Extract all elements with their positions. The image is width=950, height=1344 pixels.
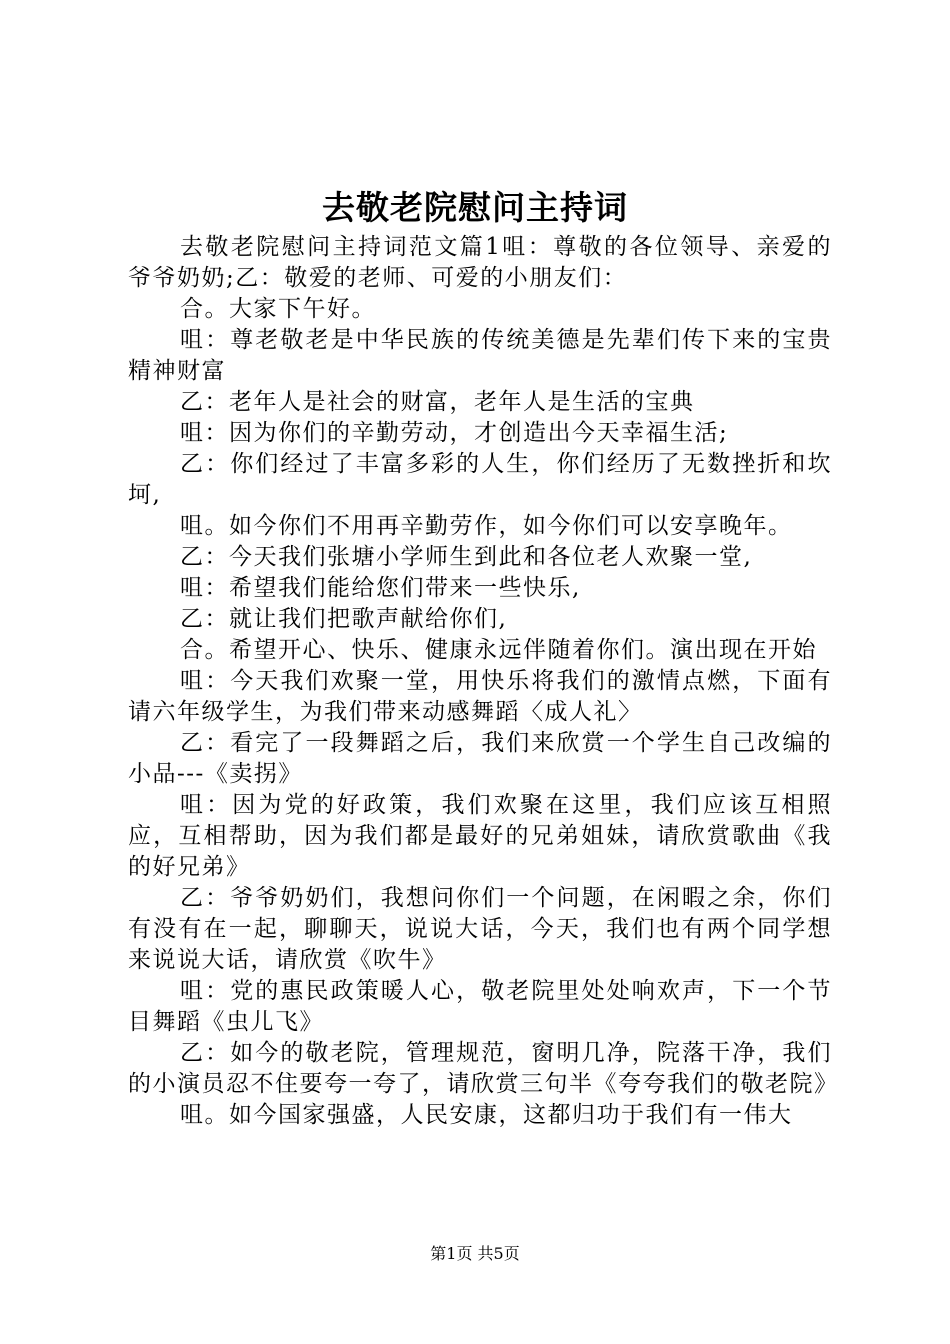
paragraph: 去敬老院慰问主持词范文篇1咀：尊敬的各位领导、亲爱的爷爷奶奶;乙：敬爱的老师、可爱的小朋友们： (128, 234, 832, 291)
paragraph: 咀。如今国家强盛，人民安康，这都归功于我们有一伟大 (180, 1102, 793, 1128)
paragraph: 咀：今天我们欢聚一堂，用快乐将我们的激情点燃，下面有请六年级学生，为我们带来动感舞蹈〈成人礼〉 (128, 668, 832, 725)
paragraph: 乙：今天我们张塘小学师生到此和各位老人欢聚一堂, (180, 544, 753, 570)
paragraph: 乙：就让我们把歌声献给你们, (180, 606, 508, 632)
paragraph: 乙：爷爷奶奶们，我想问你们一个问题，在闲暇之余，你们有没有在一起，聊聊天，说说大话，今天，我们也有两个同学想来说说大话，请欣赏《吹牛》 (128, 885, 832, 973)
paragraph: 咀：尊老敬老是中华民族的传统美德是先辈们传下来的宝贵精神财富 (128, 327, 832, 384)
paragraph: 乙：看完了一段舞蹈之后，我们来欣赏一个学生自己改编的小品---《卖拐》 (128, 730, 832, 787)
paragraph: 咀：希望我们能给您们带来一些快乐, (180, 575, 581, 601)
paragraph: 咀：党的惠民政策暖人心，敬老院里处处响欢声，下一个节目舞蹈《虫儿飞》 (128, 978, 832, 1035)
paragraph: 合。大家下午好。 (180, 296, 376, 322)
paragraph: 咀。如今你们不用再辛勤劳作，如今你们可以安享晚年。 (180, 513, 793, 539)
paragraph: 乙：老年人是社会的财富，老年人是生活的宝典 (180, 389, 695, 415)
paragraph: 合。希望开心、快乐、健康永远伴随着你们。演出现在开始 (180, 637, 817, 663)
paragraph: 咀：因为你们的辛勤劳动，才创造出今天幸福生活; (180, 420, 729, 446)
paragraph: 咀：因为党的好政策，我们欢聚在这里，我们应该互相照应，互相帮助，因为我们都是最好的兄弟姐妹，请欣赏歌曲《我的好兄弟》 (128, 792, 832, 880)
page-footer: 第1页 共5页 (430, 1244, 520, 1263)
document-title: 去敬老院慰问主持词 (322, 188, 628, 227)
paragraph: 乙：如今的敬老院，管理规范，窗明几净，院落干净，我们的小演员忍不住要夸一夸了，请欣赏三句半《夸夸我们的敬老院》 (128, 1040, 839, 1097)
paragraph: 乙：你们经过了丰富多彩的人生，你们经历了无数挫折和坎坷, (128, 451, 832, 508)
document-body (128, 232, 839, 1131)
